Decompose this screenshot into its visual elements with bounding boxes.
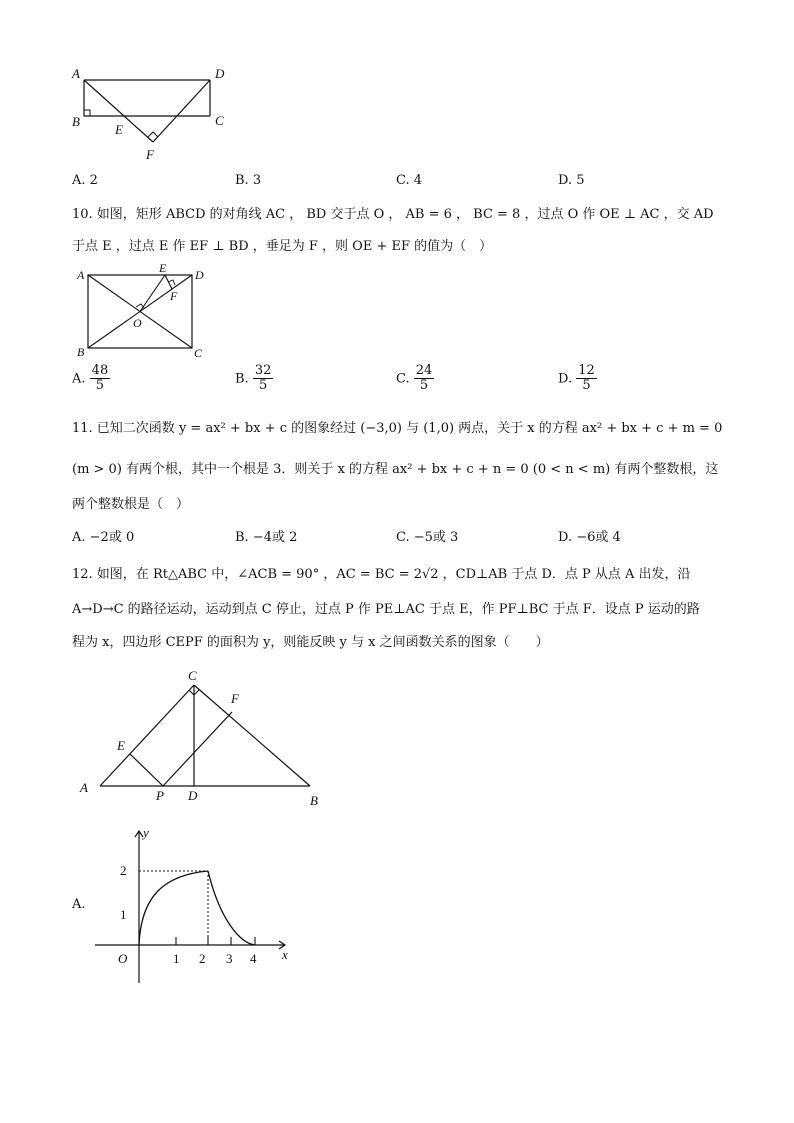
q9-label-e: E [115,122,123,137]
q9-option-a: A. 2 [72,173,98,188]
q12-figure [70,660,340,810]
q10-label-c: C [194,346,203,360]
q10-option-a-fraction [90,364,111,394]
q10-option-b-fraction [253,364,274,394]
q9-label-f: F [146,147,154,162]
q12-label-c: C [188,668,197,683]
q10-label-b: B [77,345,85,359]
q10-option-a-den: 5 [95,378,105,394]
q10-label-e: E [159,261,167,275]
graph-a-axis-y: y [143,825,149,840]
q10-option-b-den: 5 [258,378,268,394]
q12-label-a: A [80,780,88,795]
q10-stem-line1: 10. 如图，矩形 ABCD 的对角线 AC ， BD 交于点 O ， AB = 6 ， BC = 8 ，过点 O 作 OE ⊥ AC ，交 AD [72,207,714,222]
q10-option-c-fraction [414,364,435,394]
q10-option-d-fraction [576,364,597,394]
q10-option-a-letter: A. [72,371,86,387]
q10-option-a-num: 48 [91,363,109,378]
q9-label-b: B [72,114,80,129]
q9-figure [60,60,240,170]
graph-a-origin: O [118,951,128,966]
graph-a-ytick-2: 2 [120,863,127,878]
q10-option-c-letter: C. [396,371,410,387]
q10-label-d: D [195,268,204,282]
graph-a-axis-x: x [282,947,288,962]
q9-option-d: D. 5 [558,173,585,188]
q10-option-b [235,364,273,394]
q10-option-b-letter: B. [235,371,249,387]
q10-label-f: F [170,289,178,303]
q9-option-c: C. 4 [396,173,423,188]
graph-a-xtick-4: 4 [250,951,257,966]
q11-stem-line3: 两个整数根是（ ） [72,497,190,512]
q12-stem-line3: 程为 x，四边形 CEPF 的面积为 y，则能反映 y 与 x 之间函数关系的图象（ ） [72,635,549,650]
q10-label-o: O [133,316,142,330]
graph-a-ytick-1: 1 [120,907,127,922]
q12-label-d: D [188,788,198,803]
q11-stem-line1: 11. 已知二次函数 y = ax² + bx + c 的图象经过 (−3,0) 与 (1,0) 两点，关于 x 的方程 ax² + bx + c + m = 0 [72,421,723,436]
q10-stem-line2: 于点 E ，过点 E 作 EF ⊥ BD ，垂足为 F ，则 OE + EF 的值为（ ） [72,239,493,254]
graph-a-option-label: A. [72,897,86,912]
q10-option-d-letter: D. [558,371,573,387]
q10-option-d-num: 12 [578,363,595,378]
q11-option-c: C. −5或 3 [396,530,459,545]
graph-a [95,825,305,990]
q9-label-d: D [215,66,225,81]
q10-figure [70,262,220,362]
q12-label-b: B [310,793,318,808]
q11-option-b: B. −4或 2 [235,530,298,545]
q9-label-c: C [215,113,224,128]
q11-option-a: A. −2或 0 [72,530,135,545]
graph-a-xtick-1: 1 [173,951,180,966]
q12-stem-line2: A→D→C 的路径运动，运动到点 C 停止，过点 P 作 PE⊥AC 于点 E，作 PF⊥BC 于点 F．设点 P 运动的路 [72,602,700,617]
graph-a-xtick-2: 2 [199,951,206,966]
q10-option-b-num: 32 [254,363,272,378]
q10-option-d-den: 5 [582,378,591,394]
q10-option-d [558,364,597,394]
q11-stem-line2: (m > 0) 有两个根，其中一个根是 3．则关于 x 的方程 ax² + bx + c + n = 0 (0 < n < m) 有两个整数根，这 [72,462,719,477]
q10-option-c-den: 5 [419,378,429,394]
q12-label-f: F [231,691,239,706]
q9-label-a: A [72,66,80,81]
q10-option-c [396,364,434,394]
q11-option-d: D. −6或 4 [558,530,621,545]
q12-label-p: P [156,788,164,803]
q12-stem-line1: 12. 如图，在 Rt△ABC 中，∠ACB = 90° ，AC = BC = 2√2 ，CD⊥AB 于点 D．点 P 从点 A 出发，沿 [72,567,691,582]
q10-option-c-num: 24 [415,363,433,378]
q12-label-e: E [117,738,125,753]
q9-option-b: B. 3 [235,173,262,188]
q10-option-a [72,364,110,394]
q10-label-a: A [77,268,85,282]
graph-a-xtick-3: 3 [226,951,233,966]
